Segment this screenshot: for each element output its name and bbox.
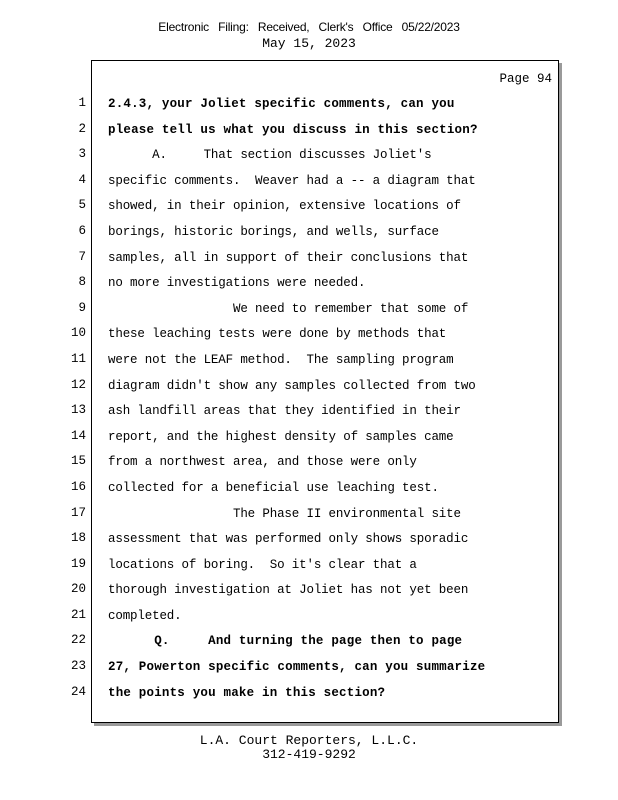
line-number: 2: [78, 121, 86, 136]
transcript-line: diagram didn't show any samples collected from two: [108, 378, 476, 393]
transcript-line: completed.: [108, 608, 182, 623]
line-number: 19: [70, 556, 86, 571]
transcript-page-frame: [91, 60, 559, 723]
line-number: 14: [70, 428, 86, 443]
transcript-line: The Phase II environmental site: [108, 506, 461, 521]
transcript-line: thorough investigation at Joliet has not yet been: [108, 583, 469, 598]
line-number: 21: [70, 607, 86, 622]
line-number: 12: [70, 377, 86, 392]
line-number: 5: [78, 198, 86, 213]
line-number: 10: [70, 326, 86, 341]
line-number: 3: [78, 147, 86, 162]
line-number: 20: [70, 582, 86, 597]
transcript-line: from a northwest area, and those were only: [108, 455, 417, 470]
transcript-line: ash landfill areas that they identified in their: [108, 404, 461, 419]
transcript-line: collected for a beneficial use leaching test.: [108, 480, 439, 495]
line-number: 8: [78, 275, 86, 290]
transcript-line: report, and the highest density of samples came: [108, 429, 454, 444]
line-number: 1: [78, 96, 86, 110]
filing-stamp: Electronic Filing: Received, Clerk's Office 05/22/2023: [158, 20, 460, 34]
transcript-line: 2.4.3, your Joliet specific comments, can you: [108, 97, 455, 111]
line-number: 24: [70, 684, 86, 699]
transcript-line: please tell us what you discuss in this section?: [108, 122, 478, 137]
transcript-line: A. That section discusses Joliet's: [108, 148, 432, 163]
line-number: 4: [78, 172, 86, 187]
transcript-line: We need to remember that some of: [108, 301, 469, 316]
line-number: 7: [78, 249, 86, 264]
transcript-line: Q. And turning the page then to page: [108, 634, 463, 649]
line-number: 23: [70, 659, 86, 674]
line-number: 9: [78, 300, 86, 315]
reporter-phone: 312-419-9292: [262, 747, 356, 762]
transcript-line: samples, all in support of their conclusions that: [108, 250, 469, 265]
transcript-line: the points you make in this section?: [108, 685, 386, 700]
transcript-line: were not the LEAF method. The sampling program: [108, 352, 454, 367]
transcript-line: no more investigations were needed.: [108, 276, 366, 291]
transcript-line: showed, in their opinion, extensive locations of: [108, 199, 461, 214]
line-number: 22: [70, 633, 86, 648]
line-number: 16: [70, 479, 86, 494]
line-number: 17: [70, 505, 86, 520]
transcript-line: assessment that was performed only shows sporadic: [108, 532, 469, 547]
line-number-column: [62, 94, 86, 708]
transcript-date: May 15, 2023: [262, 36, 356, 51]
line-number: 6: [78, 223, 86, 238]
transcript-line: 27, Powerton specific comments, can you summarize: [108, 660, 486, 675]
line-number: 11: [70, 351, 86, 366]
line-number: 18: [70, 531, 86, 546]
reporter-company: L.A. Court Reporters, L.L.C.: [199, 733, 419, 748]
page-number: Page 94: [499, 72, 552, 86]
transcript-line: locations of boring. So it's clear that a: [108, 557, 417, 572]
line-number: 15: [70, 454, 86, 469]
transcript-body: [108, 95, 554, 709]
transcript-line: specific comments. Weaver had a -- a diagram that: [108, 173, 476, 188]
transcript-line: borings, historic borings, and wells, surface: [108, 224, 439, 239]
transcript-line: these leaching tests were done by methods that: [108, 327, 447, 342]
line-number: 13: [70, 403, 86, 418]
